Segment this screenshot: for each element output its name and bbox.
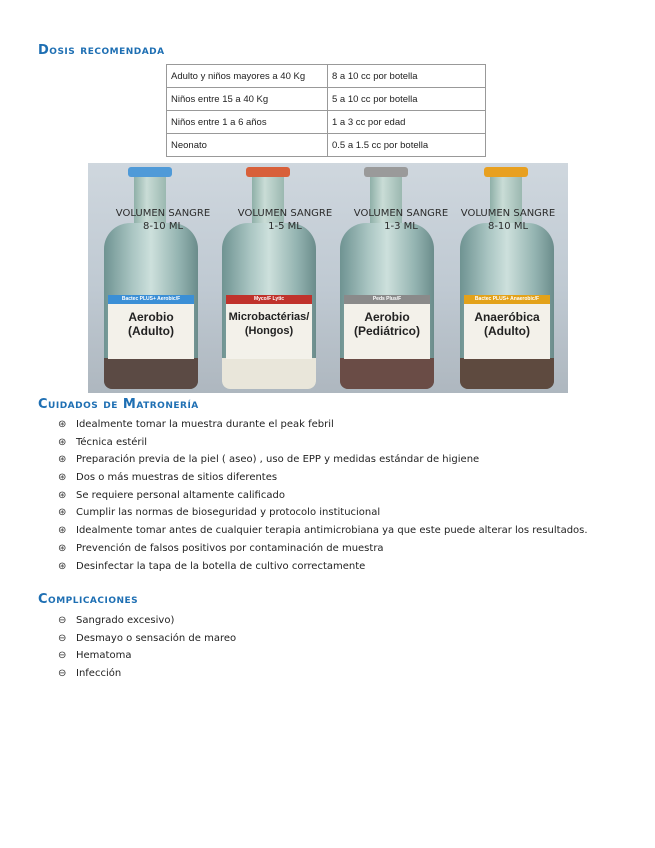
bottle-band: Myco/F Lytic (226, 295, 312, 304)
bottle-name (344, 310, 430, 338)
table-row (167, 134, 486, 157)
bullet-icon: ⊛ (58, 454, 67, 466)
dosis-table (166, 64, 486, 157)
list-item (58, 469, 588, 487)
list-item-text: Dos o más muestras de sitios diferentes (76, 472, 278, 484)
table-row (167, 111, 486, 134)
list-item-text: Infección (76, 668, 122, 680)
list-item (58, 612, 236, 630)
bullet-icon: ⊛ (58, 542, 67, 554)
minus-circle-icon: ⊖ (58, 650, 67, 662)
table-cell-grupo: Adulto y niños mayores a 40 Kg (167, 65, 328, 88)
bottle-band: Bactec PLUS+ Anaerobic/F (464, 295, 550, 304)
bottle-name (226, 310, 312, 338)
bottle-label (108, 295, 194, 359)
bottle-name-line2: (Pediátrico) (353, 324, 420, 338)
volume-callout (103, 207, 223, 233)
list-item-text: Sangrado excesivo) (76, 615, 175, 626)
list-item (58, 630, 236, 648)
volume-label: VOLUMEN SANGRE (115, 208, 211, 219)
table-cell-grupo: Niños entre 15 a 40 Kg (167, 88, 328, 111)
volume-callout (225, 207, 345, 233)
bottle-cap (484, 167, 528, 177)
table-cell-dosis: 8 a 10 cc por botella (328, 65, 486, 88)
bottle-name-line1: Microbactérias/ (228, 311, 310, 323)
volume-value: 8-10 ML (487, 221, 529, 232)
list-item-text: Desinfectar la tapa de la botella de cultivo correctamente (76, 560, 366, 572)
list-item (58, 504, 588, 522)
bullet-icon: ⊛ (58, 436, 67, 448)
bottle-label (464, 295, 550, 359)
list-item (58, 487, 588, 505)
bottle-name-line1: Aerobio (128, 310, 174, 324)
volume-value: 8-10 ML (142, 221, 184, 232)
bottle-anaerobica-adulto (452, 163, 562, 393)
volume-callout (341, 207, 461, 233)
bottle-band: Bactec PLUS+ Aerobic/F (108, 295, 194, 304)
complicaciones-heading: Complicaciones (38, 592, 139, 607)
complicaciones-list (58, 612, 236, 683)
list-item-text: Preparación previa de la piel ( aseo) , uso de EPP y medidas estándar de higiene (76, 454, 480, 466)
bottle-aerobio-pediatrico (332, 163, 442, 393)
bottle-fluid (222, 358, 316, 389)
volume-callout (448, 207, 568, 233)
bullet-icon: ⊛ (58, 560, 67, 572)
bottle-aerobio-adulto (96, 163, 206, 393)
table-cell-dosis: 0.5 a 1.5 cc por botella (328, 134, 486, 157)
volume-label: VOLUMEN SANGRE (237, 208, 333, 219)
blood-culture-bottles-figure (88, 163, 568, 393)
bullet-icon: ⊛ (58, 507, 67, 519)
bottle-cap (364, 167, 408, 177)
bottle-fluid (340, 358, 434, 389)
list-item-text: Idealmente tomar la muestra durante el peak febril (76, 419, 334, 430)
bullet-icon: ⊛ (58, 525, 67, 537)
list-item (58, 647, 236, 665)
bottle-name-line2: (Adulto) (128, 324, 174, 338)
bottle-name-line2: (Hongos) (244, 325, 294, 337)
list-item (58, 416, 588, 434)
list-item-text: Prevención de falsos positivos por contaminación de muestra (76, 542, 384, 554)
bottle-name-line1: Anaeróbica (474, 310, 540, 324)
list-item-text: Idealmente tomar antes de cualquier terapia antimicrobiana ya que este puede alterar los resultados. (76, 525, 588, 537)
volume-value: 1-3 ML (384, 221, 418, 232)
bullet-icon: ⊛ (58, 489, 67, 501)
bottle-name-line1: Aerobio (364, 310, 410, 324)
list-item-text: Cumplir las normas de bioseguridad y protocolo institucional (76, 507, 381, 519)
table-cell-grupo: Niños entre 1 a 6 años (167, 111, 328, 134)
list-item (58, 558, 588, 576)
minus-circle-icon: ⊖ (58, 615, 67, 626)
minus-circle-icon: ⊖ (58, 668, 67, 680)
list-item (58, 522, 588, 540)
list-item (58, 665, 236, 683)
dosis-heading: Dosis recomendada (38, 43, 165, 58)
list-item-text: Se requiere personal altamente calificado (76, 489, 285, 501)
list-item (58, 434, 588, 452)
list-item-text: Técnica estéril (76, 436, 148, 448)
bottle-cap (128, 167, 172, 177)
bottle-cap (246, 167, 290, 177)
bottle-microbacterias (214, 163, 324, 393)
list-item-text: Hematoma (76, 650, 132, 662)
table-cell-dosis: 1 a 3 cc por edad (328, 111, 486, 134)
volume-label: VOLUMEN SANGRE (460, 208, 556, 219)
bottle-name (464, 310, 550, 338)
bottle-name-line2: (Adulto) (484, 324, 530, 338)
minus-circle-icon: ⊖ (58, 632, 67, 644)
table-cell-grupo: Neonato (167, 134, 328, 157)
bottle-fluid (104, 358, 198, 389)
volume-label: VOLUMEN SANGRE (353, 208, 449, 219)
bottle-name (108, 310, 194, 338)
cuidados-list (58, 416, 588, 575)
table-row (167, 88, 486, 111)
bullet-icon: ⊛ (58, 472, 67, 484)
table-row (167, 65, 486, 88)
bullet-icon: ⊛ (58, 419, 67, 430)
bottle-fluid (460, 358, 554, 389)
table-cell-dosis: 5 a 10 cc por botella (328, 88, 486, 111)
list-item (58, 540, 588, 558)
volume-value: 1-5 ML (268, 221, 302, 232)
bottle-label (226, 295, 312, 359)
cuidados-heading: Cuidados de Matronería (38, 397, 199, 412)
list-item (58, 451, 588, 469)
bottle-label (344, 295, 430, 359)
list-item-text: Desmayo o sensación de mareo (76, 632, 237, 644)
bottle-band: Peds Plus/F (344, 295, 430, 304)
